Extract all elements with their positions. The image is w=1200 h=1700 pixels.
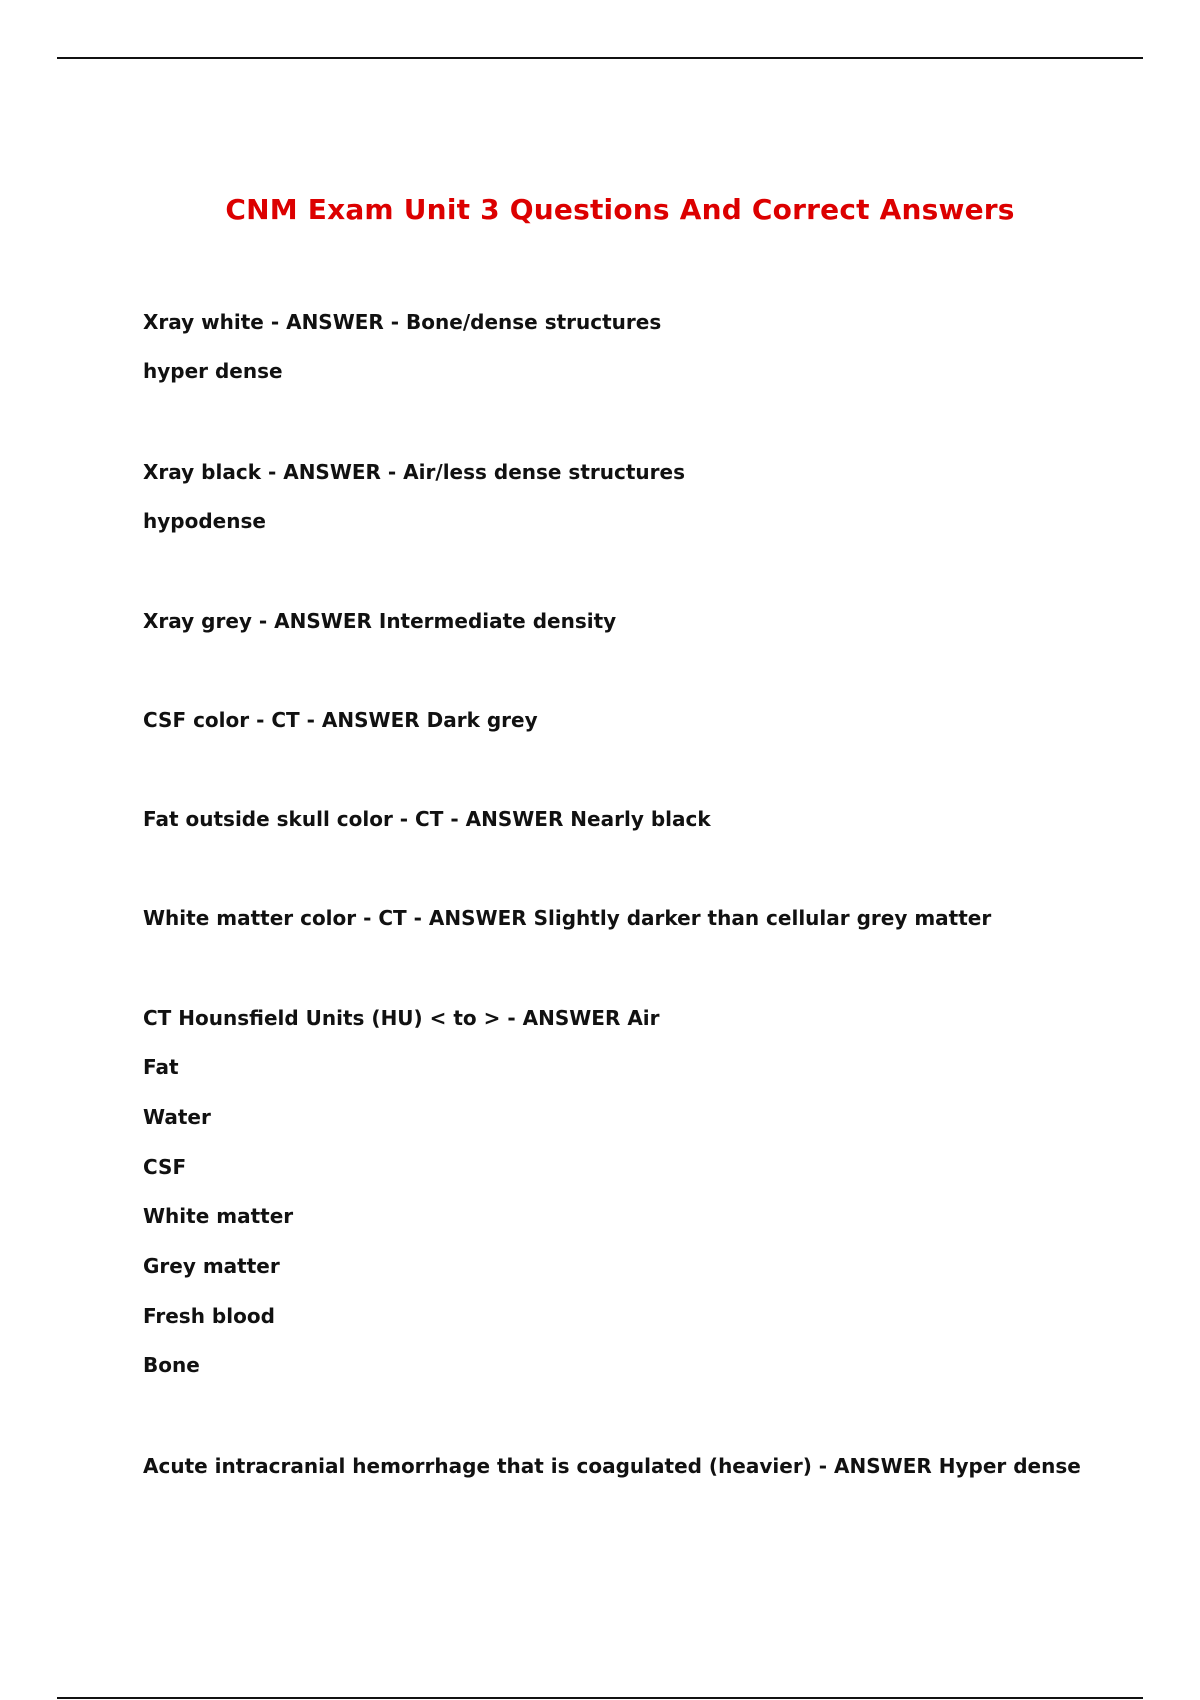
text-line: Bone [143,1353,200,1377]
bottom-rule [57,1697,1143,1699]
text-line: Fat [143,1055,179,1079]
text-line: White matter color - CT - ANSWER Slightly darker than cellular grey matter [143,906,992,930]
text-line: Fat outside skull color - CT - ANSWER Nearly black [143,807,711,831]
text-line: Acute intracranial hemorrhage that is coagulated (heavier) - ANSWER Hyper dense [143,1454,1081,1478]
text-line: CSF color - CT - ANSWER Dark grey [143,708,538,732]
text-line: hyper dense [143,359,283,383]
top-rule [57,57,1143,59]
text-line: White matter [143,1204,294,1228]
text-line: Grey matter [143,1254,280,1278]
document-title: CNM Exam Unit 3 Questions And Correct Answers [225,193,1015,226]
text-line: Xray white - ANSWER - Bone/dense structures [143,310,662,334]
text-line: CT Hounsfield Units (HU) < to > - ANSWER Air [143,1006,660,1030]
text-line: CSF [143,1155,187,1179]
text-line: Water [143,1105,211,1129]
text-line: Xray grey - ANSWER Intermediate density [143,609,617,633]
text-line: hypodense [143,509,266,533]
text-line: Fresh blood [143,1304,275,1328]
text-line: Xray black - ANSWER - Air/less dense structures [143,460,685,484]
